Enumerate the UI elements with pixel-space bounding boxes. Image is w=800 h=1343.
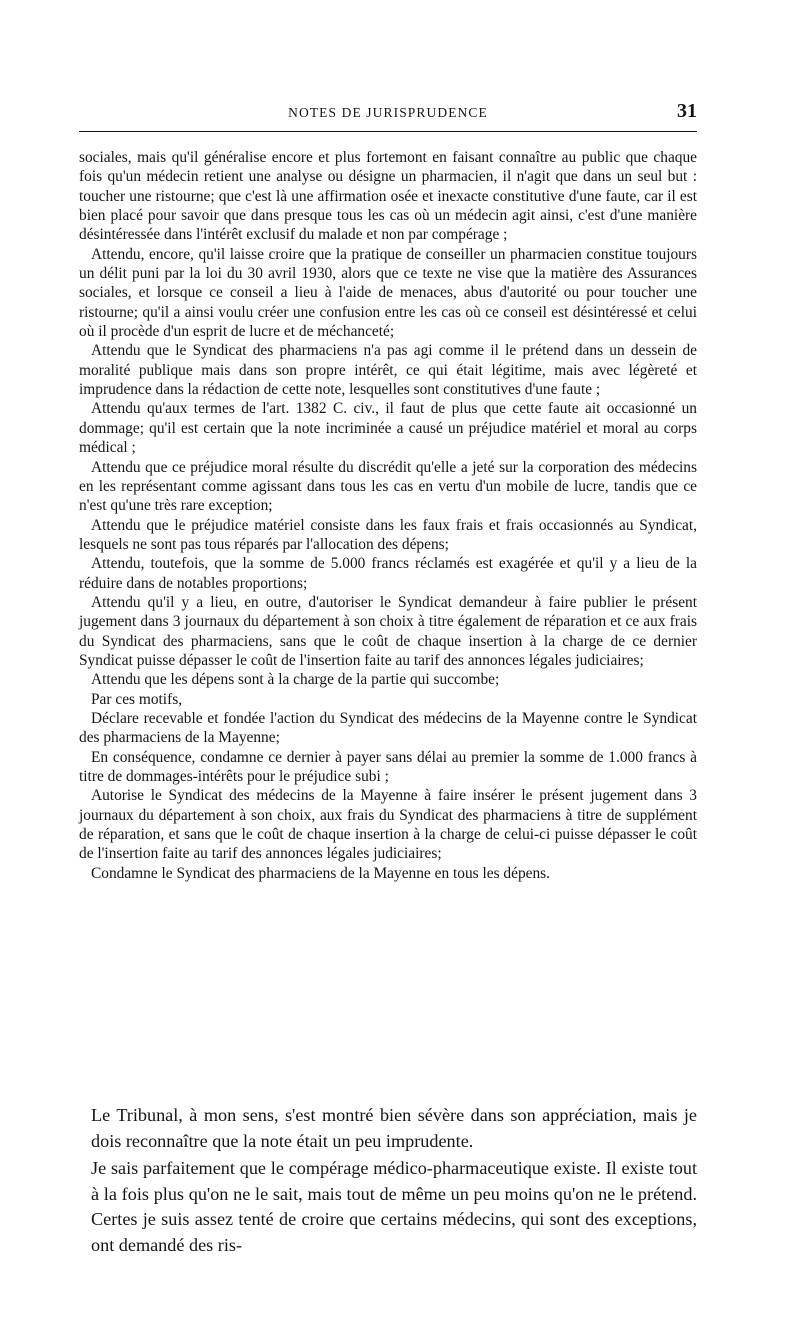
page-number: 31 xyxy=(677,100,697,122)
judgment-paragraph: Attendu que ce préjudice moral résulte du discrédit qu'elle a jeté sur la corporation des médecins en les représentant comme agissant dans tous les cas en vertu d'un mobile de lucre, tandis que ce n'est qu'une très rare exception; xyxy=(79,458,697,515)
running-title: NOTES DE JURISPRUDENCE xyxy=(288,105,488,120)
commentary-paragraph: Le Tribunal, à mon sens, s'est montré bien sévère dans son appréciation, mais je dois reconnaître que la note était un peu imprudente. xyxy=(91,1105,697,1151)
judgment-paragraph: Autorise le Syndicat des médecins de la Mayenne à faire insérer le présent jugement dans 3 journaux du département à son choix, aux frais du Syndicat des pharmaciens à titre de supplément de réparation, et sans que le coût de chaque insertion à la charge de celui-ci puisse dépasser le coût de l'insertion faite au tarif des annonces légales judiciaires; xyxy=(79,787,697,863)
header-rule xyxy=(79,131,697,132)
judgment-paragraph: En conséquence, condamne ce dernier à payer sans délai au premier la somme de 1.000 francs à titre de dommages-intérêts pour le préjudice subi ; xyxy=(79,748,697,785)
judgment-text xyxy=(79,148,697,883)
judgment-paragraph: Attendu que le préjudice matériel consiste dans les faux frais et frais occasionnés au Syndicat, lesquels ne sont pas tous réparés par l'allocation des dépens; xyxy=(79,516,697,553)
judgment-paragraph: Attendu, encore, qu'il laisse croire que la pratique de conseiller un pharmacien constitue toujours un délit puni par la loi du 30 avril 1930, alors que ce texte ne vise que la matière des Assurances sociales, et lorsque ce conseil a lieu à l'aide de menaces, abus d'autorité ou pour toucher une ristourne; qu'il a ainsi voulu créer une confusion entre les cas où ce conseil est désintéressé et celui où il procède d'un esprit de lucre et de méchanceté; xyxy=(79,245,697,341)
commentary-paragraph: Je sais parfaitement que le compérage médico-pharmaceutique existe. Il existe tout à la fois plus qu'on ne le sait, mais tout de même un peu moins qu'on ne le prétend. Certes je suis assez tenté de croire que certains médecins, qui sont des exceptions, ont demandé des ris- xyxy=(91,1158,697,1255)
judgment-paragraph: Attendu que le Syndicat des pharmaciens n'a pas agi comme il le prétend dans un dessein de moralité publique mais dans son propre intérêt, ce qui était légitime, mais avec légèreté et imprudence dans la rédaction de cette note, lesquelles sont constitutives d'une faute ; xyxy=(79,342,697,399)
document-page xyxy=(79,0,697,1343)
judgment-paragraph: Par ces motifs, xyxy=(91,690,183,708)
judgment-paragraph: sociales, mais qu'il généralise encore et plus fortemont en faisant connaître au public que chaque fois qu'un médecin retient une analyse ou désigne un pharmacien, il n'agit que dans un seul but : toucher une ristourne; que c'est là une affirmation osée et inexacte constitutive d'une faute, car il est bien placé pour savoir que dans presque tous les cas où un médecin agit ainsi, c'est d'une manière désintéressée dans l'intérêt exclusif du malade et non par compérage ; xyxy=(79,149,697,244)
commentary-text xyxy=(91,1103,697,1261)
judgment-paragraph: Déclare recevable et fondée l'action du Syndicat des médecins de la Mayenne contre le Syndicat des pharmaciens de la Mayenne; xyxy=(79,709,697,747)
judgment-paragraph: Condamne le Syndicat des pharmaciens de la Mayenne en tous les dépens. xyxy=(91,864,551,882)
running-header xyxy=(79,100,697,128)
judgment-paragraph: Attendu qu'aux termes de l'art. 1382 C. civ., il faut de plus que cette faute ait occasionné un dommage; qu'il est certain que la note incriminée a causé un préjudice matériel et moral au corps médical ; xyxy=(79,400,697,457)
judgment-paragraph: Attendu, toutefois, que la somme de 5.000 francs réclamés est exagérée et qu'il y a lieu de la réduire dans de notables proportions; xyxy=(79,555,697,592)
judgment-paragraph: Attendu que les dépens sont à la charge de la partie qui succombe; xyxy=(91,671,500,689)
judgment-paragraph: Attendu qu'il y a lieu, en outre, d'autoriser le Syndicat demandeur à faire publier le présent jugement dans 3 journaux du département à son choix à titre également de réparation et ce aux frais du Syndicat des pharmaciens, sans que le coût de chaque insertion à la charge de ce dernier Syndicat puisse dépasser le coût de l'insertion faite au tarif des annonces légales judiciaires; xyxy=(79,593,697,669)
